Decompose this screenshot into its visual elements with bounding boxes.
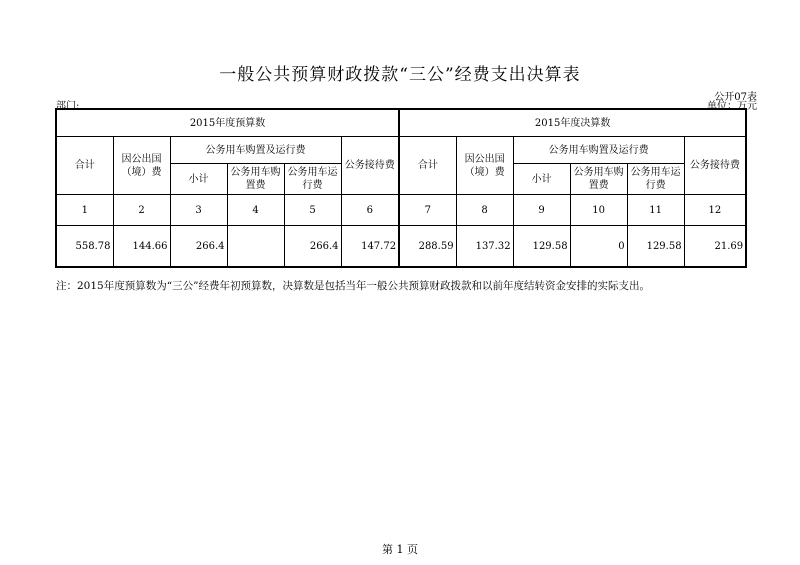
index-cell: 12 (684, 195, 746, 226)
value-cell: 129.58 (627, 226, 684, 268)
value-cell: 266.4 (284, 226, 341, 268)
form-number: 公开07表 (714, 92, 757, 103)
index-cell: 7 (399, 195, 456, 226)
budget-purchase-header: 公务用车购置费 (227, 164, 284, 195)
final-reception-header: 公务接待费 (684, 137, 746, 195)
value-cell: 137.32 (456, 226, 513, 268)
group-final-header: 2015年度决算数 (399, 109, 746, 137)
expense-table (55, 108, 747, 268)
header-row-groups (56, 109, 746, 137)
page-title: 一般公共预算财政拨款“三公”经费支出决算表 (219, 65, 581, 85)
value-cell: 147.72 (341, 226, 399, 268)
index-cell: 2 (113, 195, 170, 226)
final-abroad-header: 因公出国（境）费 (456, 137, 513, 195)
index-cell: 5 (284, 195, 341, 226)
group-budget-header: 2015年度预算数 (56, 109, 399, 137)
budget-vehicle-header: 公务用车购置及运行费 (170, 137, 341, 164)
index-cell: 4 (227, 195, 284, 226)
index-cell: 9 (513, 195, 570, 226)
value-cell: 558.78 (56, 226, 113, 268)
budget-subtotal-header: 小计 (170, 164, 227, 195)
index-cell: 11 (627, 195, 684, 226)
final-operation-header: 公务用车运行费 (627, 164, 684, 195)
index-cell: 1 (56, 195, 113, 226)
value-cell: 288.59 (399, 226, 456, 268)
index-cell: 6 (341, 195, 399, 226)
header-row-categories (56, 137, 746, 164)
final-total-header: 合计 (399, 137, 456, 195)
table-row (56, 226, 746, 268)
budget-operation-header: 公务用车运行费 (284, 164, 341, 195)
final-vehicle-header: 公务用车购置及运行费 (513, 137, 684, 164)
value-cell: 144.66 (113, 226, 170, 268)
index-cell: 8 (456, 195, 513, 226)
value-cell: 266.4 (170, 226, 227, 268)
index-cell: 10 (570, 195, 627, 226)
value-cell: 21.69 (684, 226, 746, 268)
budget-total-header: 合计 (56, 137, 113, 195)
department-label: 部门: (56, 101, 80, 112)
index-cell: 3 (170, 195, 227, 226)
budget-reception-header: 公务接待费 (341, 137, 399, 195)
value-cell (227, 226, 284, 268)
budget-abroad-header: 因公出国（境）费 (113, 137, 170, 195)
value-cell: 129.58 (513, 226, 570, 268)
final-subtotal-header: 小计 (513, 164, 570, 195)
final-purchase-header: 公务用车购置费 (570, 164, 627, 195)
page-number: 第 1 页 (382, 543, 418, 556)
unit-label: 单位：万元 (707, 101, 757, 112)
value-cell: 0 (570, 226, 627, 268)
index-row (56, 195, 746, 226)
footnote: 注：2015年度预算数为“三公”经费年初预算数，决算数是包括当年一般公共预算财政拨款和以前年度结转资金安排的实际支出。 (56, 280, 650, 292)
